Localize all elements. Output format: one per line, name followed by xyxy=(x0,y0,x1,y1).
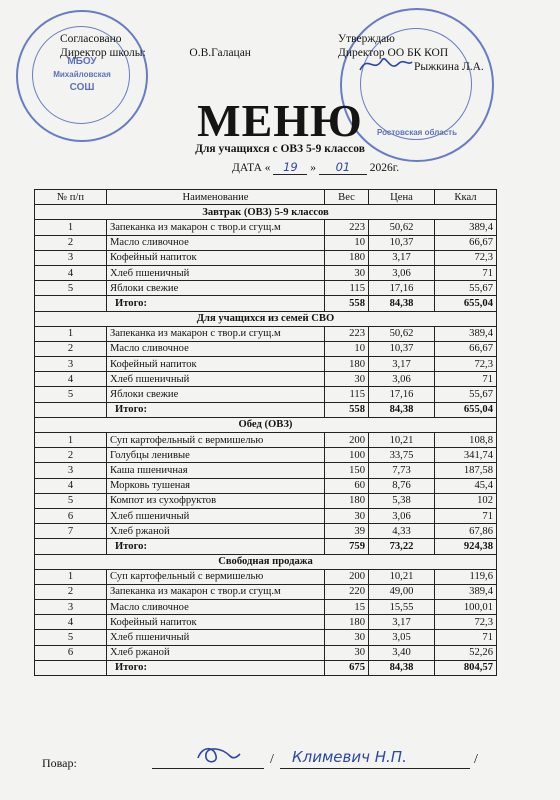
director-signature xyxy=(356,52,416,76)
director-school-name: О.В.Галацан xyxy=(189,47,251,59)
dish-price: 3,17 xyxy=(369,250,435,265)
dish-kcal: 66,67 xyxy=(435,341,497,356)
dish-weight: 180 xyxy=(325,250,369,265)
total-price: 73,22 xyxy=(369,539,435,554)
dish-name: Запеканка из макарон с твор.и сгущ.м xyxy=(107,584,325,599)
total-weight: 759 xyxy=(325,539,369,554)
section-title: Свободная продажа xyxy=(35,554,497,569)
row-number: 3 xyxy=(35,357,107,372)
dish-price: 3,40 xyxy=(369,645,435,660)
dish-price: 8,76 xyxy=(369,478,435,493)
dish-kcal: 108,8 xyxy=(435,433,497,448)
dish-kcal: 72,3 xyxy=(435,615,497,630)
section-title: Для учащихся из семей СВО xyxy=(35,311,497,326)
row-number: 4 xyxy=(35,615,107,630)
dish-name: Хлеб пшеничный xyxy=(107,372,325,387)
director-oo-name: Рыжкина Л.А. xyxy=(414,61,484,73)
table-body xyxy=(35,205,497,676)
dish-weight: 39 xyxy=(325,524,369,539)
dish-kcal: 71 xyxy=(435,265,497,280)
dish-price: 4,33 xyxy=(369,524,435,539)
col-header-price: Цена xyxy=(369,190,435,205)
dish-price: 10,37 xyxy=(369,235,435,250)
table-row xyxy=(35,478,497,493)
table-row xyxy=(35,326,497,341)
director-school-label: Директор школы: xyxy=(60,47,146,59)
table-row xyxy=(35,250,497,265)
dish-name: Хлеб ржаной xyxy=(107,524,325,539)
row-number: 3 xyxy=(35,250,107,265)
row-number: 5 xyxy=(35,493,107,508)
director-oo-label: Директор ОО БК КОП xyxy=(338,47,449,59)
table-row xyxy=(35,341,497,356)
row-number: 7 xyxy=(35,524,107,539)
dish-price: 15,55 xyxy=(369,600,435,615)
dish-weight: 10 xyxy=(325,341,369,356)
table-row xyxy=(35,630,497,645)
section-header-row xyxy=(35,554,497,569)
row-number: 5 xyxy=(35,630,107,645)
dish-price: 10,21 xyxy=(369,569,435,584)
date-label: ДАТА « xyxy=(232,162,271,174)
total-label: Итого: xyxy=(107,539,325,554)
stamp-text-3: СОШ xyxy=(69,82,95,93)
approve-label: Утверждаю xyxy=(338,33,395,45)
dish-kcal: 55,67 xyxy=(435,387,497,402)
dish-kcal: 341,74 xyxy=(435,448,497,463)
table-row xyxy=(35,524,497,539)
menu-table xyxy=(34,189,497,676)
cook-label: Повар: xyxy=(42,756,77,770)
total-row xyxy=(35,402,497,417)
dish-name: Хлеб пшеничный xyxy=(107,508,325,523)
dish-name: Яблоки свежие xyxy=(107,281,325,296)
table-row xyxy=(35,357,497,372)
approval-left xyxy=(60,32,251,60)
total-empty-cell xyxy=(35,539,107,554)
row-number: 2 xyxy=(35,341,107,356)
table-row xyxy=(35,463,497,478)
dish-kcal: 55,67 xyxy=(435,281,497,296)
total-row xyxy=(35,660,497,675)
dish-kcal: 66,67 xyxy=(435,235,497,250)
dish-weight: 180 xyxy=(325,493,369,508)
date-year: 2026г. xyxy=(369,162,400,174)
row-number: 2 xyxy=(35,448,107,463)
row-number: 1 xyxy=(35,569,107,584)
dish-weight: 223 xyxy=(325,220,369,235)
dish-weight: 60 xyxy=(325,478,369,493)
dish-kcal: 45,4 xyxy=(435,478,497,493)
cook-signature xyxy=(192,742,242,768)
row-number: 5 xyxy=(35,387,107,402)
table-row xyxy=(35,615,497,630)
dish-price: 17,16 xyxy=(369,387,435,402)
section-header-row xyxy=(35,311,497,326)
dish-kcal: 389,4 xyxy=(435,584,497,599)
dish-kcal: 119,6 xyxy=(435,569,497,584)
total-label: Итого: xyxy=(107,402,325,417)
total-row xyxy=(35,539,497,554)
dish-kcal: 71 xyxy=(435,630,497,645)
dish-weight: 200 xyxy=(325,433,369,448)
dish-name: Масло сливочное xyxy=(107,341,325,356)
dish-price: 50,62 xyxy=(369,220,435,235)
dish-name: Голубцы ленивые xyxy=(107,448,325,463)
dish-kcal: 389,4 xyxy=(435,326,497,341)
dish-name: Каша пшеничная xyxy=(107,463,325,478)
col-header-name: Наименование xyxy=(107,190,325,205)
dish-weight: 150 xyxy=(325,463,369,478)
stamp-text-1: МБОУ xyxy=(67,56,97,67)
row-number: 3 xyxy=(35,600,107,615)
total-price: 84,38 xyxy=(369,402,435,417)
dish-weight: 15 xyxy=(325,600,369,615)
approved-label: Согласовано xyxy=(60,33,122,45)
dish-weight: 180 xyxy=(325,615,369,630)
section-header-row xyxy=(35,417,497,432)
table-row xyxy=(35,235,497,250)
dish-name: Суп картофельный с вермишелью xyxy=(107,569,325,584)
dish-weight: 100 xyxy=(325,448,369,463)
row-number: 4 xyxy=(35,265,107,280)
dish-name: Морковь тушеная xyxy=(107,478,325,493)
dish-kcal: 389,4 xyxy=(435,220,497,235)
dish-name: Хлеб пшеничный xyxy=(107,630,325,645)
dish-price: 3,05 xyxy=(369,630,435,645)
cook-sign-line-1 xyxy=(152,768,264,769)
dish-name: Суп картофельный с вермишелью xyxy=(107,433,325,448)
row-number: 1 xyxy=(35,433,107,448)
row-number: 1 xyxy=(35,326,107,341)
row-number: 4 xyxy=(35,478,107,493)
row-number: 6 xyxy=(35,508,107,523)
row-number: 2 xyxy=(35,235,107,250)
table-row xyxy=(35,584,497,599)
row-number: 4 xyxy=(35,372,107,387)
dish-weight: 115 xyxy=(325,281,369,296)
dish-name: Масло сливочное xyxy=(107,600,325,615)
table-row xyxy=(35,220,497,235)
dish-weight: 30 xyxy=(325,645,369,660)
row-number: 1 xyxy=(35,220,107,235)
dish-kcal: 72,3 xyxy=(435,357,497,372)
col-header-kcal: Ккал xyxy=(435,190,497,205)
dish-kcal: 72,3 xyxy=(435,250,497,265)
date-day: 19 xyxy=(273,160,307,175)
dish-price: 3,06 xyxy=(369,508,435,523)
stamp-right-text: Ростовская область xyxy=(376,128,458,137)
col-header-weight: Вес xyxy=(325,190,369,205)
dish-weight: 10 xyxy=(325,235,369,250)
dish-kcal: 71 xyxy=(435,508,497,523)
dish-name: Хлеб ржаной xyxy=(107,645,325,660)
stamp-text-2: Михайловская xyxy=(53,70,111,79)
dish-price: 3,06 xyxy=(369,372,435,387)
dish-price: 10,37 xyxy=(369,341,435,356)
table-row xyxy=(35,569,497,584)
section-header-row xyxy=(35,205,497,220)
section-title: Завтрак (ОВЗ) 5-9 классов xyxy=(35,205,497,220)
cook-sign-line-2 xyxy=(280,768,470,769)
dish-name: Кофейный напиток xyxy=(107,250,325,265)
cook-name: Климевич Н.П. xyxy=(292,748,407,766)
dish-weight: 200 xyxy=(325,569,369,584)
dish-price: 3,17 xyxy=(369,357,435,372)
table-row xyxy=(35,493,497,508)
section-title: Обед (ОВЗ) xyxy=(35,417,497,432)
table-row xyxy=(35,508,497,523)
dish-name: Компот из сухофруктов xyxy=(107,493,325,508)
row-number: 2 xyxy=(35,584,107,599)
line-divider-mark-2: / xyxy=(474,752,478,767)
table-header-row xyxy=(35,190,497,205)
dish-weight: 30 xyxy=(325,372,369,387)
dish-name: Кофейный напиток xyxy=(107,615,325,630)
dish-price: 7,73 xyxy=(369,463,435,478)
dish-price: 10,21 xyxy=(369,433,435,448)
dish-kcal: 71 xyxy=(435,372,497,387)
dish-weight: 30 xyxy=(325,508,369,523)
dish-name: Масло сливочное xyxy=(107,235,325,250)
total-row xyxy=(35,296,497,311)
table-row xyxy=(35,265,497,280)
total-kcal: 655,04 xyxy=(435,402,497,417)
dish-name: Запеканка из макарон с твор.и сгущ.м xyxy=(107,220,325,235)
total-kcal: 924,38 xyxy=(435,539,497,554)
dish-name: Кофейный напиток xyxy=(107,357,325,372)
dish-price: 3,06 xyxy=(369,265,435,280)
table-row xyxy=(35,281,497,296)
dish-weight: 30 xyxy=(325,630,369,645)
table-row xyxy=(35,372,497,387)
total-weight: 558 xyxy=(325,296,369,311)
row-number: 3 xyxy=(35,463,107,478)
dish-kcal: 187,58 xyxy=(435,463,497,478)
total-weight: 558 xyxy=(325,402,369,417)
table-row xyxy=(35,433,497,448)
dish-price: 49,00 xyxy=(369,584,435,599)
dish-price: 17,16 xyxy=(369,281,435,296)
date-mid: » xyxy=(310,162,317,174)
dish-price: 50,62 xyxy=(369,326,435,341)
total-label: Итого: xyxy=(107,296,325,311)
col-header-number: № п/п xyxy=(35,190,107,205)
table-row xyxy=(35,448,497,463)
table-row xyxy=(35,600,497,615)
total-price: 84,38 xyxy=(369,296,435,311)
dish-price: 33,75 xyxy=(369,448,435,463)
total-empty-cell xyxy=(35,296,107,311)
dish-name: Хлеб пшеничный xyxy=(107,265,325,280)
dish-weight: 220 xyxy=(325,584,369,599)
page-subtitle: Для учащихся с ОВЗ 5-9 классов xyxy=(195,143,365,155)
dish-kcal: 52,26 xyxy=(435,645,497,660)
page-title: МЕНЮ xyxy=(197,95,363,146)
dish-weight: 115 xyxy=(325,387,369,402)
date-line xyxy=(232,160,399,175)
row-number: 5 xyxy=(35,281,107,296)
table-row xyxy=(35,387,497,402)
total-kcal: 804,57 xyxy=(435,660,497,675)
total-empty-cell xyxy=(35,402,107,417)
table-row xyxy=(35,645,497,660)
dish-weight: 180 xyxy=(325,357,369,372)
total-empty-cell xyxy=(35,660,107,675)
total-kcal: 655,04 xyxy=(435,296,497,311)
dish-weight: 223 xyxy=(325,326,369,341)
total-weight: 675 xyxy=(325,660,369,675)
row-number: 6 xyxy=(35,645,107,660)
dish-name: Яблоки свежие xyxy=(107,387,325,402)
dish-kcal: 67,86 xyxy=(435,524,497,539)
dish-price: 3,17 xyxy=(369,615,435,630)
dish-kcal: 102 xyxy=(435,493,497,508)
dish-weight: 30 xyxy=(325,265,369,280)
line-divider-mark: / xyxy=(270,752,274,767)
dish-kcal: 100,01 xyxy=(435,600,497,615)
dish-name: Запеканка из макарон с твор.и сгущ.м xyxy=(107,326,325,341)
total-label: Итого: xyxy=(107,660,325,675)
total-price: 84,38 xyxy=(369,660,435,675)
dish-price: 5,38 xyxy=(369,493,435,508)
date-month: 01 xyxy=(319,160,367,175)
